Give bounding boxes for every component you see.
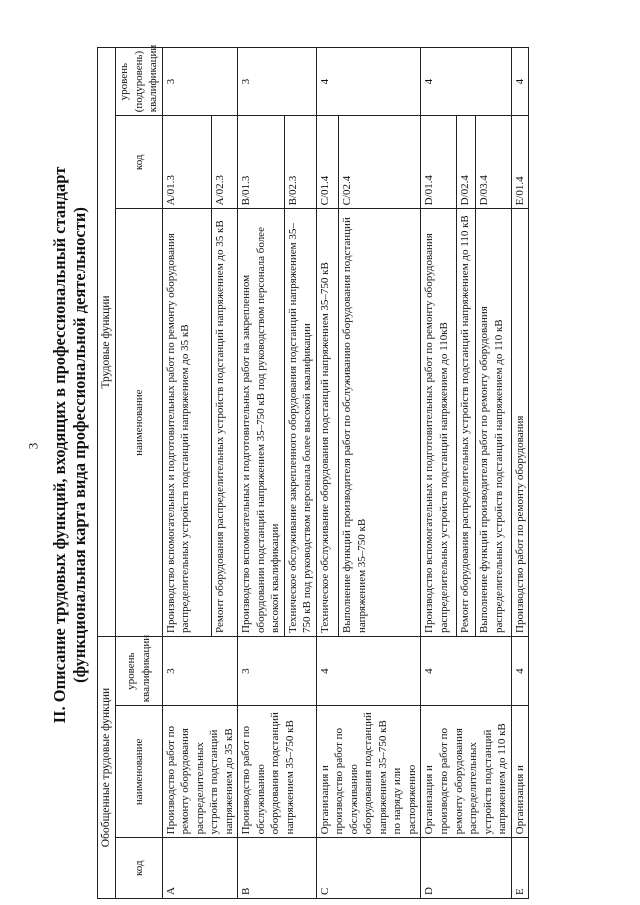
function-name: Ремонт оборудования распределительных устройств подстанций напряжением до 35 кВ [211,209,238,637]
labor-functions-header: Трудовые функции [98,48,116,637]
group-name: Организация и производство работ по обслуживанию оборудования подстанций напряжением 35–750 кВ по наряду или распоряжению [316,706,421,838]
table-row [238,48,285,899]
group-name: Производство работ по ремонту оборудования распределительных устройств подстанций напряжением до 35 кВ [162,706,238,838]
generalized-functions-header: Обобщенные трудовые функции [98,636,116,898]
section-title: II. Описание трудовых функций, входящих в профессиональный стандарт [50,166,69,724]
level-header: уровень квалификации [116,636,163,705]
function-name: Ремонт оборудования распределительных устройств подстанций напряжением до 110 кВ [456,209,475,637]
function-code: D/02.4 [456,116,475,209]
table-row [511,48,529,899]
table-row [162,48,211,899]
group-code: B [238,838,317,899]
function-sublevel: 3 [162,48,238,116]
page-number: 3 [25,442,41,450]
function-name: Производство вспомогательных и подготовительных работ по ремонту оборудования распределительных устройств подстанций напряжением до 35 кВ [162,209,211,637]
group-level: 4 [316,636,421,705]
group-code: D [421,838,511,899]
group-level: 4 [511,636,529,705]
sublevel-header: уровень (подуровень) квалификации [116,48,163,116]
table-row [421,48,456,899]
function-sublevel: 4 [421,48,511,116]
function-code-header: код [116,116,163,209]
function-code: B/01.3 [238,116,285,209]
group-name: Организация и производство работ по ремонту оборудования распределительных устройств подстанций напряжением до 110 кВ [421,706,511,838]
function-code: C/02.4 [339,116,421,209]
code-header: код [116,838,163,899]
function-code: E/01.4 [511,116,529,209]
function-sublevel: 3 [238,48,317,116]
function-name: Производство вспомогательных и подготовительных работ по ремонту оборудования распределительных устройств подстанций напряжением до 110кВ [421,209,456,637]
function-sublevel: 4 [316,48,421,116]
function-name: Производство работ по ремонту оборудования [511,209,529,637]
group-name: Производство работ по обслуживанию оборудования подстанций напряжением 35–750 кВ [238,706,317,838]
function-name: Техническое обслуживание оборудования подстанций напряжением 35–750 кВ [316,209,339,637]
function-code: B/02.3 [284,116,316,209]
function-sublevel: 4 [511,48,529,116]
function-name: Выполнение функций производителя работ по обслуживанию оборудования подстанций напряжением 35–750 кВ [339,209,421,637]
group-code: C [316,838,421,899]
functional-map-table [97,44,529,899]
function-name: Выполнение функций производителя работ по ремонту оборудования распределительных устройств подстанций напряжением до 110 кВ [476,209,511,637]
group-level: 3 [162,636,238,705]
name-header: наименование [116,706,163,838]
function-code: C/01.4 [316,116,339,209]
function-code: D/03.4 [476,116,511,209]
section-subtitle: (функциональная карта вида профессиональной деятельности) [70,207,89,683]
function-code: D/01.4 [421,116,456,209]
group-code: E [511,838,529,899]
group-level: 4 [421,636,511,705]
group-code: A [162,838,238,899]
function-code: A/02.3 [211,116,238,209]
table-row [316,48,339,899]
group-name: Организация и [511,706,529,838]
function-name: Техническое обслуживание закрепленного оборудования подстанций напряжением 35–750 кВ под руководством персонала более высокой квалификации [284,209,316,637]
group-level: 3 [238,636,317,705]
function-code: A/01.3 [162,116,211,209]
function-name-header: наименование [116,209,163,637]
function-name: Производство вспомогательных и подготовительных работ на закрепленном оборудовании подстанций напряжением 35–750 кВ под руководством персонала более высокой квалификации [238,209,285,637]
